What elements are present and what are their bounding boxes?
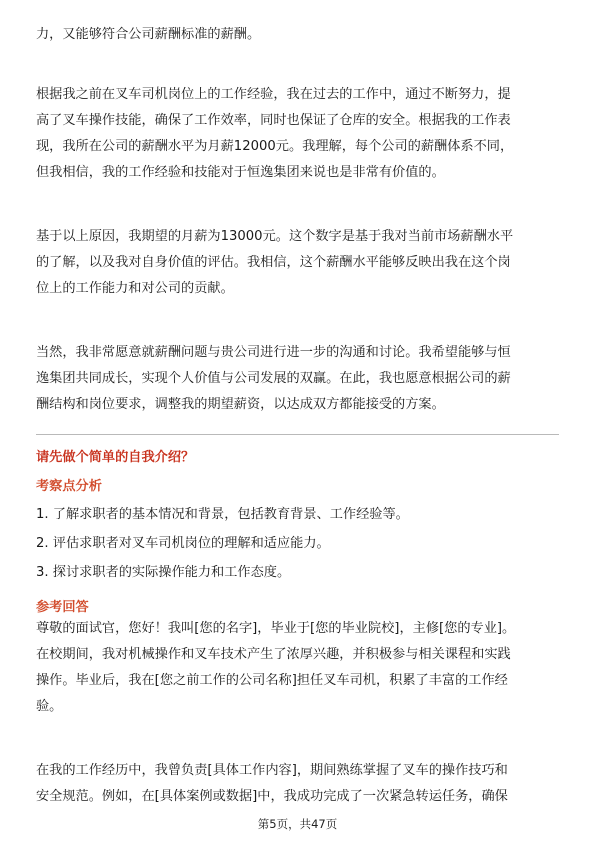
text-line: 高了叉车操作技能，确保了工作效率，同时也保证了仓库的安全。根据我的工作表 — [36, 113, 511, 128]
answer-label: 参考回答 — [36, 600, 89, 615]
text-line: 逸集团共同成长，实现个人价值与公司发展的双赢。在此，我也愿意根据公司的薪 — [36, 371, 511, 386]
analysis-item: 3. 探讨求职者的实际操作能力和工作态度。 — [36, 565, 291, 580]
paragraph-self-intro — [36, 616, 560, 720]
text-line: 位上的工作能力和对公司的贡献。 — [36, 281, 234, 296]
paragraph-work-history — [36, 758, 560, 810]
text-line: 当然，我非常愿意就薪酬问题与贵公司进行进一步的沟通和讨论。我希望能够与恒 — [36, 345, 511, 360]
paragraph-expected-salary — [36, 224, 560, 302]
analysis-label: 考察点分析 — [36, 479, 102, 494]
text-line: 酬结构和岗位要求，调整我的期望薪资，以达成双方都能接受的方案。 — [36, 397, 445, 412]
paragraph-experience — [36, 82, 560, 186]
section-divider — [36, 434, 559, 435]
question-heading: 请先做个简单的自我介绍？ — [36, 450, 195, 465]
text-line: 在我的工作经历中，我曾负责[具体工作内容]，期间熟练掌握了叉车的操作技巧和 — [36, 763, 508, 778]
paragraph-intro-tail — [36, 22, 560, 48]
text-line: 现，我所在公司的薪酬水平为月薪12000元。我理解，每个公司的薪酬体系不同， — [36, 139, 514, 154]
text-line: 的了解，以及我对自身价值的评估。我相信，这个薪酬水平能够反映出我在这个岗 — [36, 255, 511, 270]
text-line: 基于以上原因，我期望的月薪为13000元。这个数字是基于我对当前市场薪酬水平 — [36, 229, 514, 244]
text-line: 验。 — [36, 699, 63, 714]
analysis-item: 1. 了解求职者的基本情况和背景，包括教育背景、工作经验等。 — [36, 507, 409, 522]
paragraph-negotiation — [36, 340, 560, 418]
analysis-item: 2. 评估求职者对叉车司机岗位的理解和适应能力。 — [36, 536, 330, 551]
text-line: 安全规范。例如，在[具体案例或数据]中，我成功完成了一次紧急转运任务，确保 — [36, 789, 508, 804]
text-line: 但我相信，我的工作经验和技能对于恒逸集团来说也是非常有价值的。 — [36, 165, 445, 180]
text-line: 尊敬的面试官，您好！我叫[您的名字]，毕业于[您的毕业院校]，主修[您的专业]。 — [36, 621, 516, 636]
text-line: 力，又能够符合公司薪酬标准的薪酬。 — [36, 27, 261, 42]
page-number: 第5页，共47页 — [257, 817, 338, 831]
text-line: 在校期间，我对机械操作和叉车技术产生了浓厚兴趣，并积极参与相关课程和实践 — [36, 647, 511, 662]
text-line: 根据我之前在叉车司机岗位上的工作经验，我在过去的工作中，通过不断努力，提 — [36, 87, 511, 102]
text-line: 操作。毕业后，我在[您之前工作的公司名称]担任叉车司机，积累了丰富的工作经 — [36, 673, 508, 688]
